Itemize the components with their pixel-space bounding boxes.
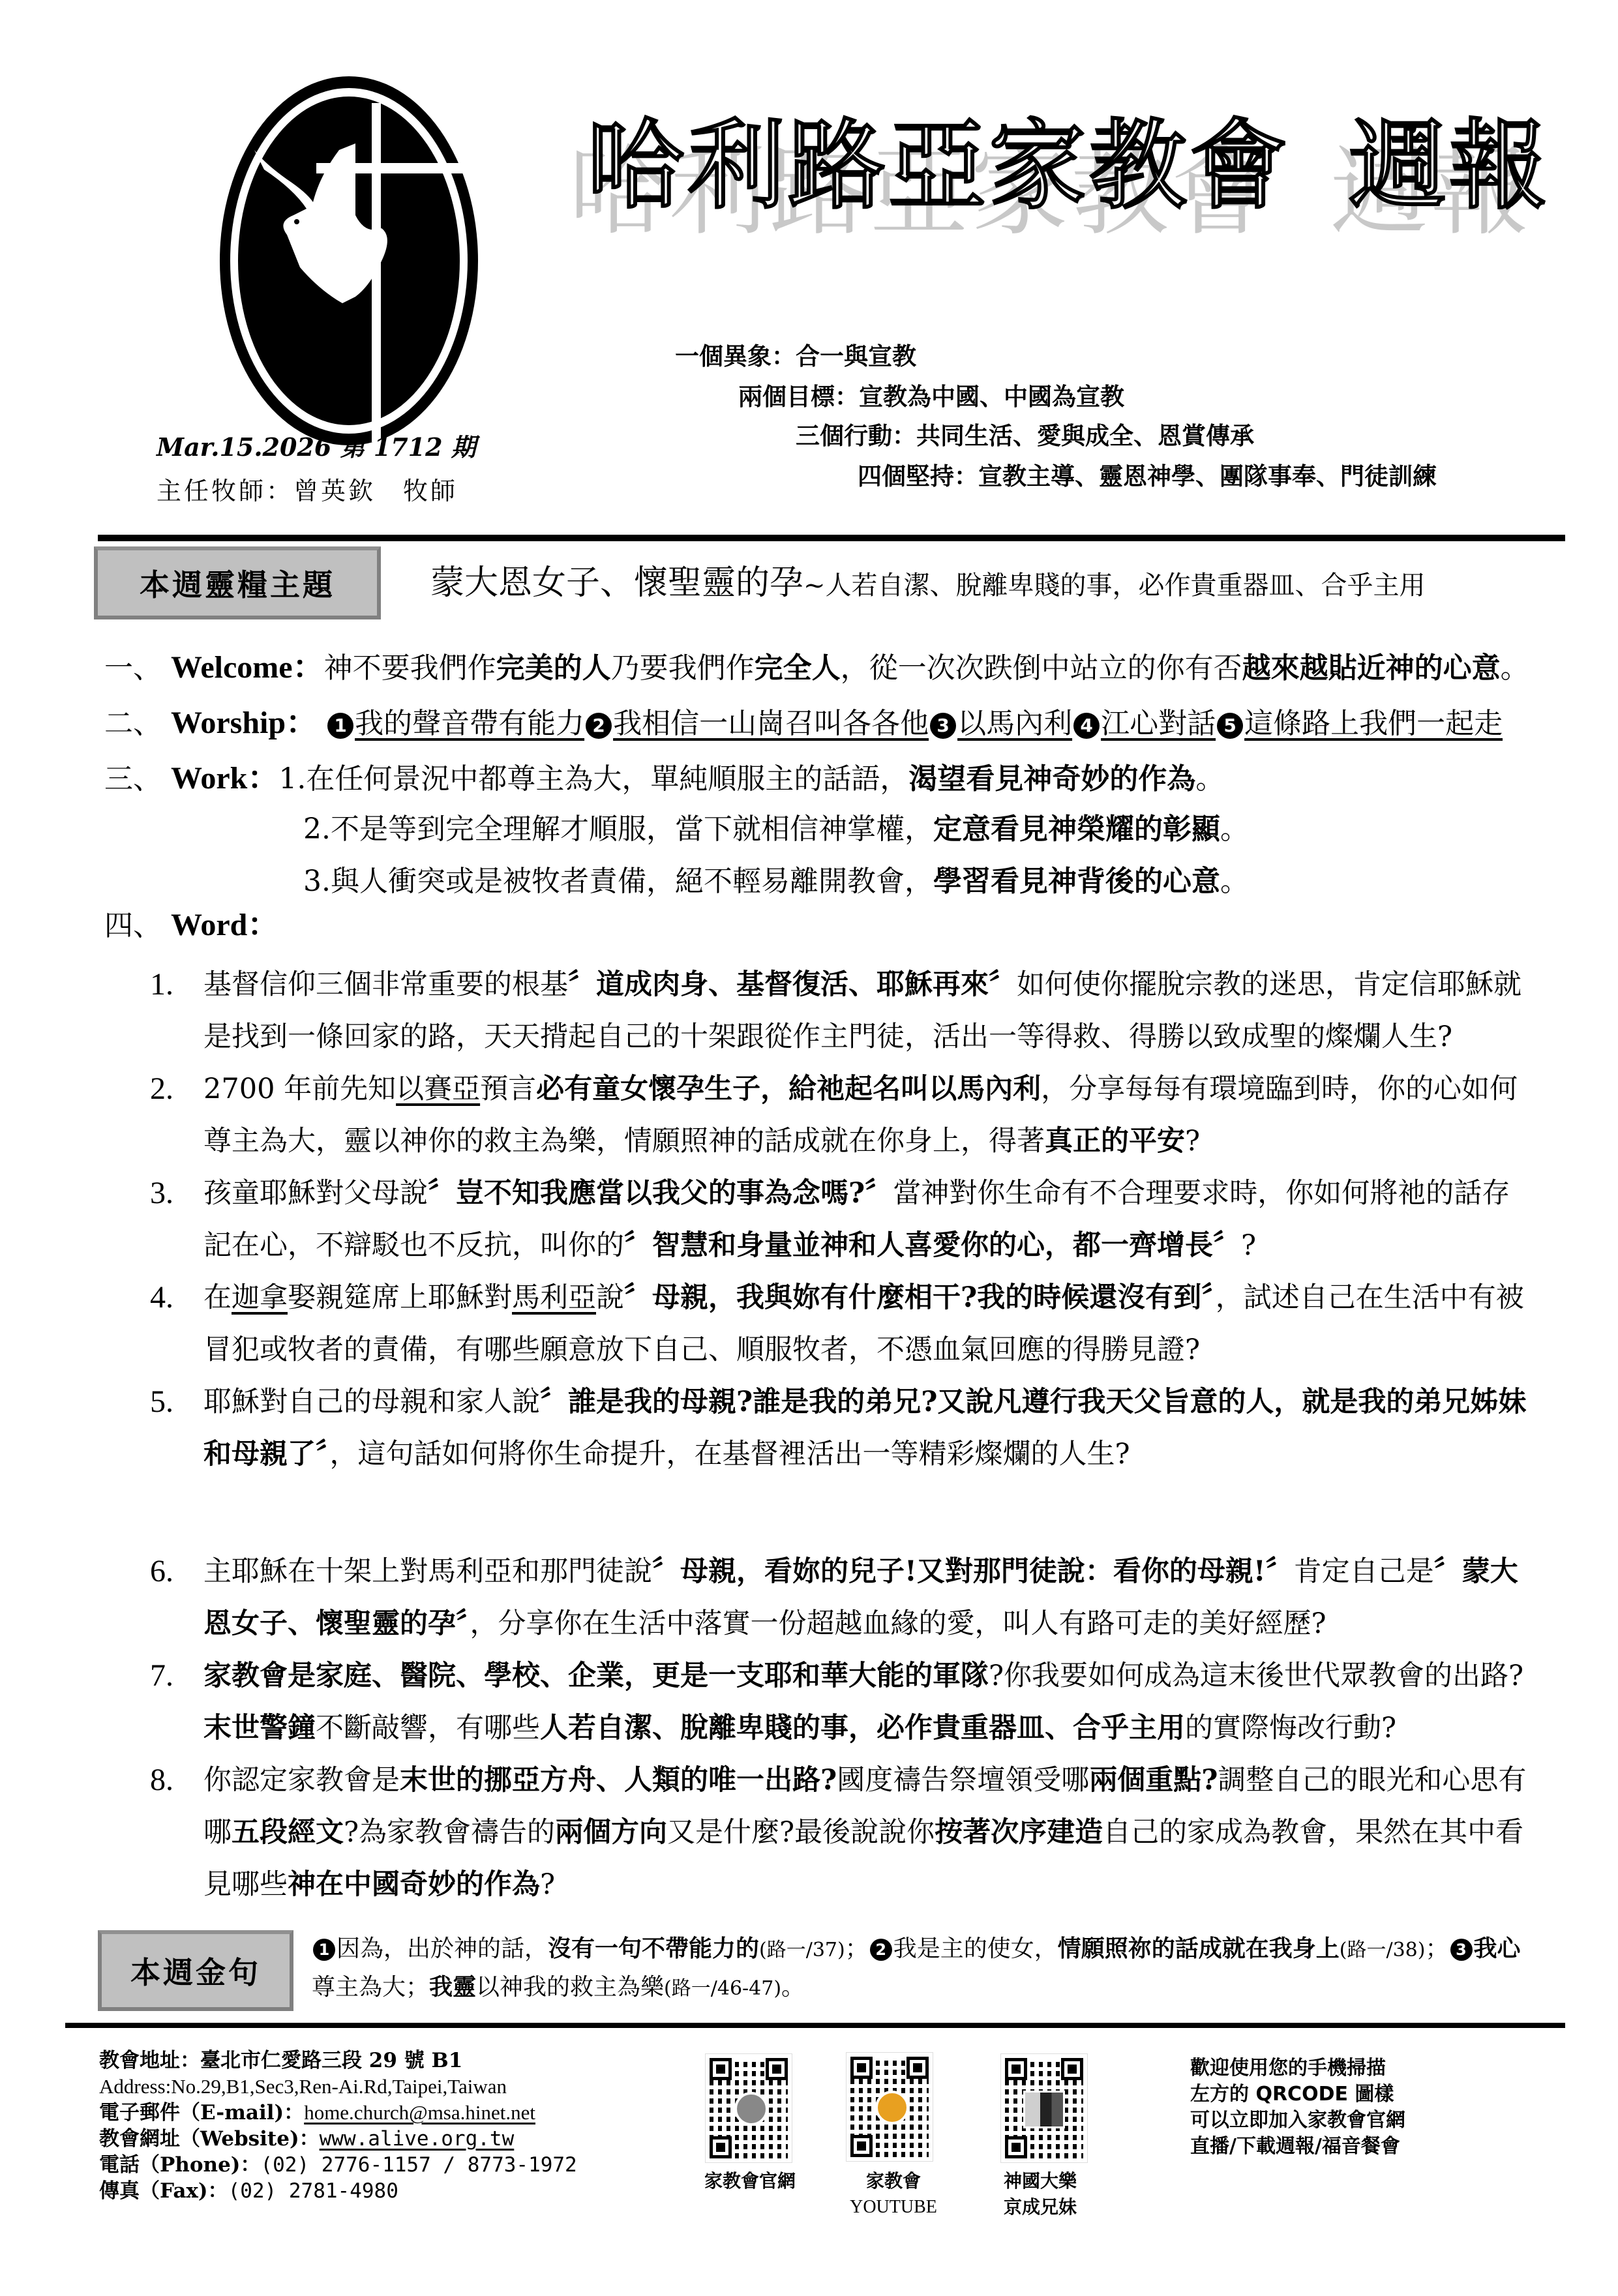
church-logo-dove-cross: [215, 72, 483, 450]
question-emphasis: 兩個重點?: [1089, 1764, 1218, 1797]
scan-line: 可以立即加入家教會官網: [1190, 2109, 1405, 2132]
section-number: 三、: [104, 762, 162, 796]
welcome-emphasis: 完美的人: [496, 651, 611, 685]
question-place-name: 迦拿: [232, 1281, 288, 1314]
work-item-end: 。: [1220, 813, 1249, 846]
welcome-emphasis: 越來越貼近神的心意: [1242, 651, 1501, 685]
question-emphasis: 〞母親，看妳的兒子!又對那門徒說：看你的母親!〞: [652, 1555, 1294, 1588]
song-title: 江心對話: [1101, 707, 1216, 740]
section-word: [104, 910, 278, 941]
verse-label-box: 本週金句: [98, 1930, 293, 2011]
theme-label-box: 本週靈糧主題: [94, 546, 381, 619]
discussion-question: [150, 1754, 1533, 1911]
scan-line: 直播/下載週報/福音餐會: [1190, 2135, 1400, 2158]
section-number: 一、: [104, 651, 162, 685]
website-line: [99, 2126, 577, 2152]
discussion-question: [150, 1650, 1533, 1754]
question-text: 在: [203, 1281, 232, 1314]
question-number: 4.: [150, 1280, 173, 1315]
question-text: ，這句話如何將你生命提升，在基督裡活出一等精彩燦爛的人生?: [329, 1438, 1130, 1470]
question-text: 你認定家教會是: [203, 1764, 400, 1797]
church-name: 哈利路亞家教會: [587, 110, 1291, 223]
address-value: 臺北市仁愛路三段 29 號 B1: [200, 2049, 463, 2072]
bulletin-label: 週報: [1349, 110, 1550, 223]
song-number-icon: 5: [1217, 713, 1243, 739]
discussion-question: [150, 1376, 1533, 1480]
bulletin-title: [587, 110, 1550, 223]
question-emphasis: 〞智慧和身量並神和人喜愛你的心，都一齊增長〞: [624, 1229, 1241, 1262]
qr-caption: [975, 2168, 1105, 2220]
senior-pastor: 主任牧師：曾英欽 牧師: [157, 477, 458, 505]
address-line: [99, 2048, 577, 2074]
discussion-question: [150, 959, 1533, 1063]
welcome-text: 乃要我們作: [610, 651, 755, 685]
question-text: 調整自己的眼光和心思有哪: [203, 1764, 1527, 1849]
question-text: ?: [1185, 1125, 1201, 1157]
question-emphasis: 〞道成肉身、基督復活、耶穌再來〞: [568, 968, 1017, 1001]
section-welcome: [104, 652, 1529, 683]
song-number-icon: 1: [327, 713, 353, 739]
qr-caption-line: 神國大樂: [1003, 2170, 1077, 2192]
question-text: ?: [1241, 1229, 1257, 1262]
discussion-question: [150, 1167, 1533, 1272]
fax-value: (02) 2781-4980: [228, 2179, 398, 2203]
qr-caption: [685, 2168, 815, 2194]
verse-emphasis: 情願照祢的話成就在我身上: [1057, 1935, 1340, 1962]
email-label: 電子郵件（E-mail)：: [99, 2101, 305, 2125]
motto-vision: 一個異象：合一與宣教: [675, 342, 916, 370]
verse-reference: (路一/38): [1339, 1939, 1426, 1961]
question-emphasis: 真正的平安: [1045, 1125, 1185, 1157]
work-item: [303, 867, 1249, 896]
theme-main: 蒙大恩女子、懷聖靈的孕: [430, 563, 804, 603]
discussion-question: [150, 1063, 1533, 1167]
weekly-theme: [430, 563, 1426, 603]
question-text: 娶親筵席上耶穌對: [288, 1281, 512, 1314]
globe-icon: [734, 2092, 768, 2126]
question-text: 預言: [480, 1073, 537, 1105]
question-emphasis: 神在中國奇妙的作為: [288, 1868, 540, 1901]
question-place-name: 以賽亞: [396, 1073, 481, 1105]
work-item-text: 1.在任何景況中都尊主為大，單純順服主的話語，: [278, 762, 909, 796]
section-label: Work：: [171, 761, 279, 796]
qr-finder: [710, 2058, 732, 2080]
motto-commitments: 四個堅持：宣教主導、靈恩神學、團隊事奉、門徒訓練: [858, 462, 1437, 490]
address-en-line: Address:No.29,B1,Sec3,Ren-Ai.Rd,Taipei,Taiwan: [99, 2075, 507, 2098]
work-item-text: 3.與人衝突或是被牧者責備，絕不輕易離開教會，: [303, 865, 933, 898]
work-item-end: 。: [1195, 762, 1225, 796]
phone-line: [99, 2152, 577, 2178]
song-title: 這條路上我們一起走: [1244, 707, 1503, 740]
work-item-emphasis: 渴望看見神奇妙的作為: [908, 762, 1196, 796]
question-emphasis: 家教會是家庭、醫院、學校、企業，更是一支耶和華大能的軍隊: [203, 1660, 989, 1692]
qr-caption: [828, 2168, 959, 2220]
phone-label: 電話（Phone)：: [99, 2153, 261, 2177]
section-label: Worship：: [171, 706, 318, 740]
website-label: 教會網址（Website)：: [99, 2127, 320, 2151]
question-text: 自己的家成為教會，果然在其中看見哪些: [203, 1816, 1524, 1901]
welcome-text: ，從一次次跌倒中站立的你有否: [840, 651, 1242, 685]
question-place-name: 馬利亞: [512, 1281, 596, 1314]
question-number: 5.: [150, 1384, 173, 1419]
question-text: 的實際悔改行動?: [1185, 1712, 1397, 1744]
qr-caption-line: 家教會官網: [704, 2170, 796, 2192]
footer-divider: [65, 2023, 1565, 2028]
theme-sub: ~人若自潔、脫離卑賤的事，必作貴重器皿、合乎主用: [803, 571, 1426, 601]
song-number-icon: 3: [930, 713, 956, 739]
question-number: 6.: [150, 1554, 173, 1588]
verse-number-icon: 2: [870, 1939, 892, 1961]
question-emphasis: 末世警鐘: [203, 1712, 316, 1744]
work-item: [303, 815, 1249, 844]
qr-code-website[interactable]: [706, 2054, 792, 2162]
email-line: [99, 2100, 577, 2126]
address-label: 教會地址：: [99, 2049, 200, 2072]
verse-text: 尊主為大；: [312, 1974, 430, 2001]
question-number: 7.: [150, 1658, 173, 1693]
section-number: 四、: [104, 909, 162, 942]
question-text: 如何使你擺脫宗教的迷思，肯定信耶穌就是找到一條回家的路，天天揹起自己的十架跟從作主門徒，活出一等得救、得勝以致成聖的燦爛人生?: [203, 968, 1521, 1053]
song-title: 以馬內利: [957, 707, 1073, 740]
question-emphasis: 必有童女懷孕生子，給祂起名叫以馬內利: [536, 1073, 1041, 1105]
question-text: 主耶穌在十架上對馬利亞和那門徒說: [203, 1555, 652, 1588]
question-text: ?為家教會禱告的: [344, 1816, 556, 1849]
contact-info: [99, 2048, 577, 2204]
website-link[interactable]: www.alive.org.tw: [319, 2127, 515, 2151]
verse-emphasis: 我靈: [429, 1973, 477, 2001]
question-number: 1.: [150, 967, 173, 1002]
verse-text: 。: [781, 1974, 805, 2001]
verse-reference: (路一/46-47): [664, 1977, 782, 2000]
welcome-emphasis: 完全人: [754, 651, 841, 685]
question-number: 2.: [150, 1071, 173, 1106]
phone-value: (02) 2776-1157 / 8773-1972: [260, 2153, 577, 2177]
section-work: [104, 763, 1224, 794]
question-text: ，試述自己在生活中有被冒犯或牧者的責備，有哪些願意放下自己、順服牧者，不憑血氣回應的得勝見證?: [203, 1281, 1524, 1366]
header-divider: [98, 535, 1565, 541]
question-text: 國度禱告祭壇領受哪: [837, 1764, 1090, 1797]
qr-finder: [766, 2058, 788, 2080]
question-number: 3.: [150, 1176, 173, 1210]
issue-date-number: Mar.15.2026 第 1712 期: [157, 432, 476, 462]
welcome-text: 神不要我們作: [323, 651, 496, 685]
question-emphasis: 〞誰是我的母親?誰是我的弟兄?又說凡遵行我天父旨意的人，就是我的弟兄姊妹和母親了〞: [203, 1386, 1527, 1470]
verse-number-icon: 1: [313, 1939, 335, 1961]
work-item-emphasis: 學習看見神背後的心意: [933, 865, 1220, 898]
fax-line: [99, 2178, 577, 2204]
question-text: ，分享你在生活中落實一份超越血緣的愛，叫人有路可走的美好經歷?: [470, 1607, 1326, 1640]
song-title: 我的聲音帶有能力: [355, 707, 585, 740]
motto-actions: 三個行動：共同生活、愛與成全、恩賞傳承: [796, 422, 1254, 450]
question-emphasis: 〞豈不知我應當以我父的事為念嗎?〞: [428, 1177, 893, 1210]
song-list: [326, 707, 1503, 740]
qr-caption-line: YOUTUBE: [850, 2197, 937, 2217]
question-text: 肯定自己是: [1293, 1555, 1434, 1588]
question-text: 孩童耶穌對父母說: [203, 1177, 428, 1210]
email-link[interactable]: home.church@msa.hinet.net: [304, 2101, 535, 2124]
question-text: ?你我要如何成為這末後世代眾教會的出路?: [989, 1660, 1524, 1692]
question-text: 當神對你生命有不合理要求時，你如何將祂的話存記在心，不辯駁也不反抗，叫你的: [203, 1177, 1510, 1262]
question-emphasis: 五段經文: [232, 1816, 344, 1849]
verse-text: ；: [845, 1935, 869, 1962]
question-text: 2700 年前先知: [203, 1073, 397, 1105]
scan-instructions: [884, 2055, 1405, 2160]
qr-finder: [850, 2135, 873, 2157]
verse-text: ；: [1425, 1935, 1449, 1962]
qr-caption-line: 家教會: [865, 2170, 921, 2192]
verse-text: 因為，出於神的話，: [337, 1935, 548, 1962]
verse-emphasis: 沒有一句不帶能力的: [548, 1935, 760, 1962]
question-text: 說: [596, 1281, 624, 1314]
section-number: 二、: [104, 707, 162, 740]
scan-line: 左方的 QRCODE 圖樣: [1190, 2083, 1394, 2106]
verse-text: 以神我的救主為樂: [476, 1974, 665, 2001]
verse-text: 我是主的使女，: [893, 1935, 1058, 1962]
discussion-question: [150, 1545, 1533, 1650]
memory-verse: [312, 1930, 1538, 2007]
section-worship: [104, 708, 1503, 739]
work-item-emphasis: 定意看見神榮耀的彰顯: [933, 813, 1220, 846]
question-emphasis: 按著次序建造: [935, 1816, 1103, 1849]
question-emphasis: 末世的挪亞方舟、人類的唯一出路?: [400, 1764, 837, 1797]
welcome-text: 。: [1500, 651, 1529, 685]
song-title: 我相信一山崗召叫各各他: [613, 707, 929, 740]
question-text: 耶穌對自己的母親和家人說: [203, 1386, 540, 1418]
motto-goals: 兩個目標：宣教為中國、中國為宣教: [738, 383, 1124, 411]
question-emphasis: 人若自潔、脫離卑賤的事，必作貴重器皿、合乎主用: [540, 1712, 1185, 1744]
question-emphasis: 兩個方向: [555, 1816, 668, 1849]
section-label: Welcome：: [171, 650, 324, 685]
verse-reference: (路一/37): [759, 1939, 845, 1961]
work-item-text: 2.不是等到完全理解才順服，當下就相信神掌權，: [303, 813, 933, 846]
verse-number-icon: 3: [1450, 1939, 1473, 1961]
qr-caption-line: 京成兄妹: [1003, 2196, 1077, 2218]
question-text: ?: [540, 1868, 556, 1901]
scan-line: 歡迎使用您的手機掃描: [1190, 2057, 1386, 2080]
question-emphasis: 〞蒙大恩女子、懷聖靈的孕〞: [203, 1555, 1518, 1640]
song-number-icon: 4: [1073, 713, 1100, 739]
verse-emphasis: 我心: [1473, 1935, 1521, 1962]
qr-finder: [710, 2136, 732, 2158]
discussion-question: [150, 1272, 1533, 1376]
question-emphasis: 〞母親，我與妳有什麼相干?我的時候還沒有到〞: [624, 1281, 1216, 1314]
work-item-end: 。: [1220, 865, 1249, 898]
question-text: 基督信仰三個非常重要的根基: [203, 968, 568, 1001]
qr-finder: [850, 2057, 873, 2079]
question-number: 8.: [150, 1763, 173, 1797]
question-text: 不斷敲響，有哪些: [316, 1712, 540, 1744]
question-text: 又是什麼?最後說說你: [667, 1816, 935, 1849]
question-text: ，分享每每有環境臨到時，你的心如何尊主為大，靈以神你的救主為樂，情願照神的話成就在你身上，得著: [203, 1073, 1518, 1157]
song-number-icon: 2: [586, 713, 612, 739]
section-label: Word：: [171, 908, 279, 942]
fax-label: 傳真（Fax)：: [99, 2179, 228, 2203]
